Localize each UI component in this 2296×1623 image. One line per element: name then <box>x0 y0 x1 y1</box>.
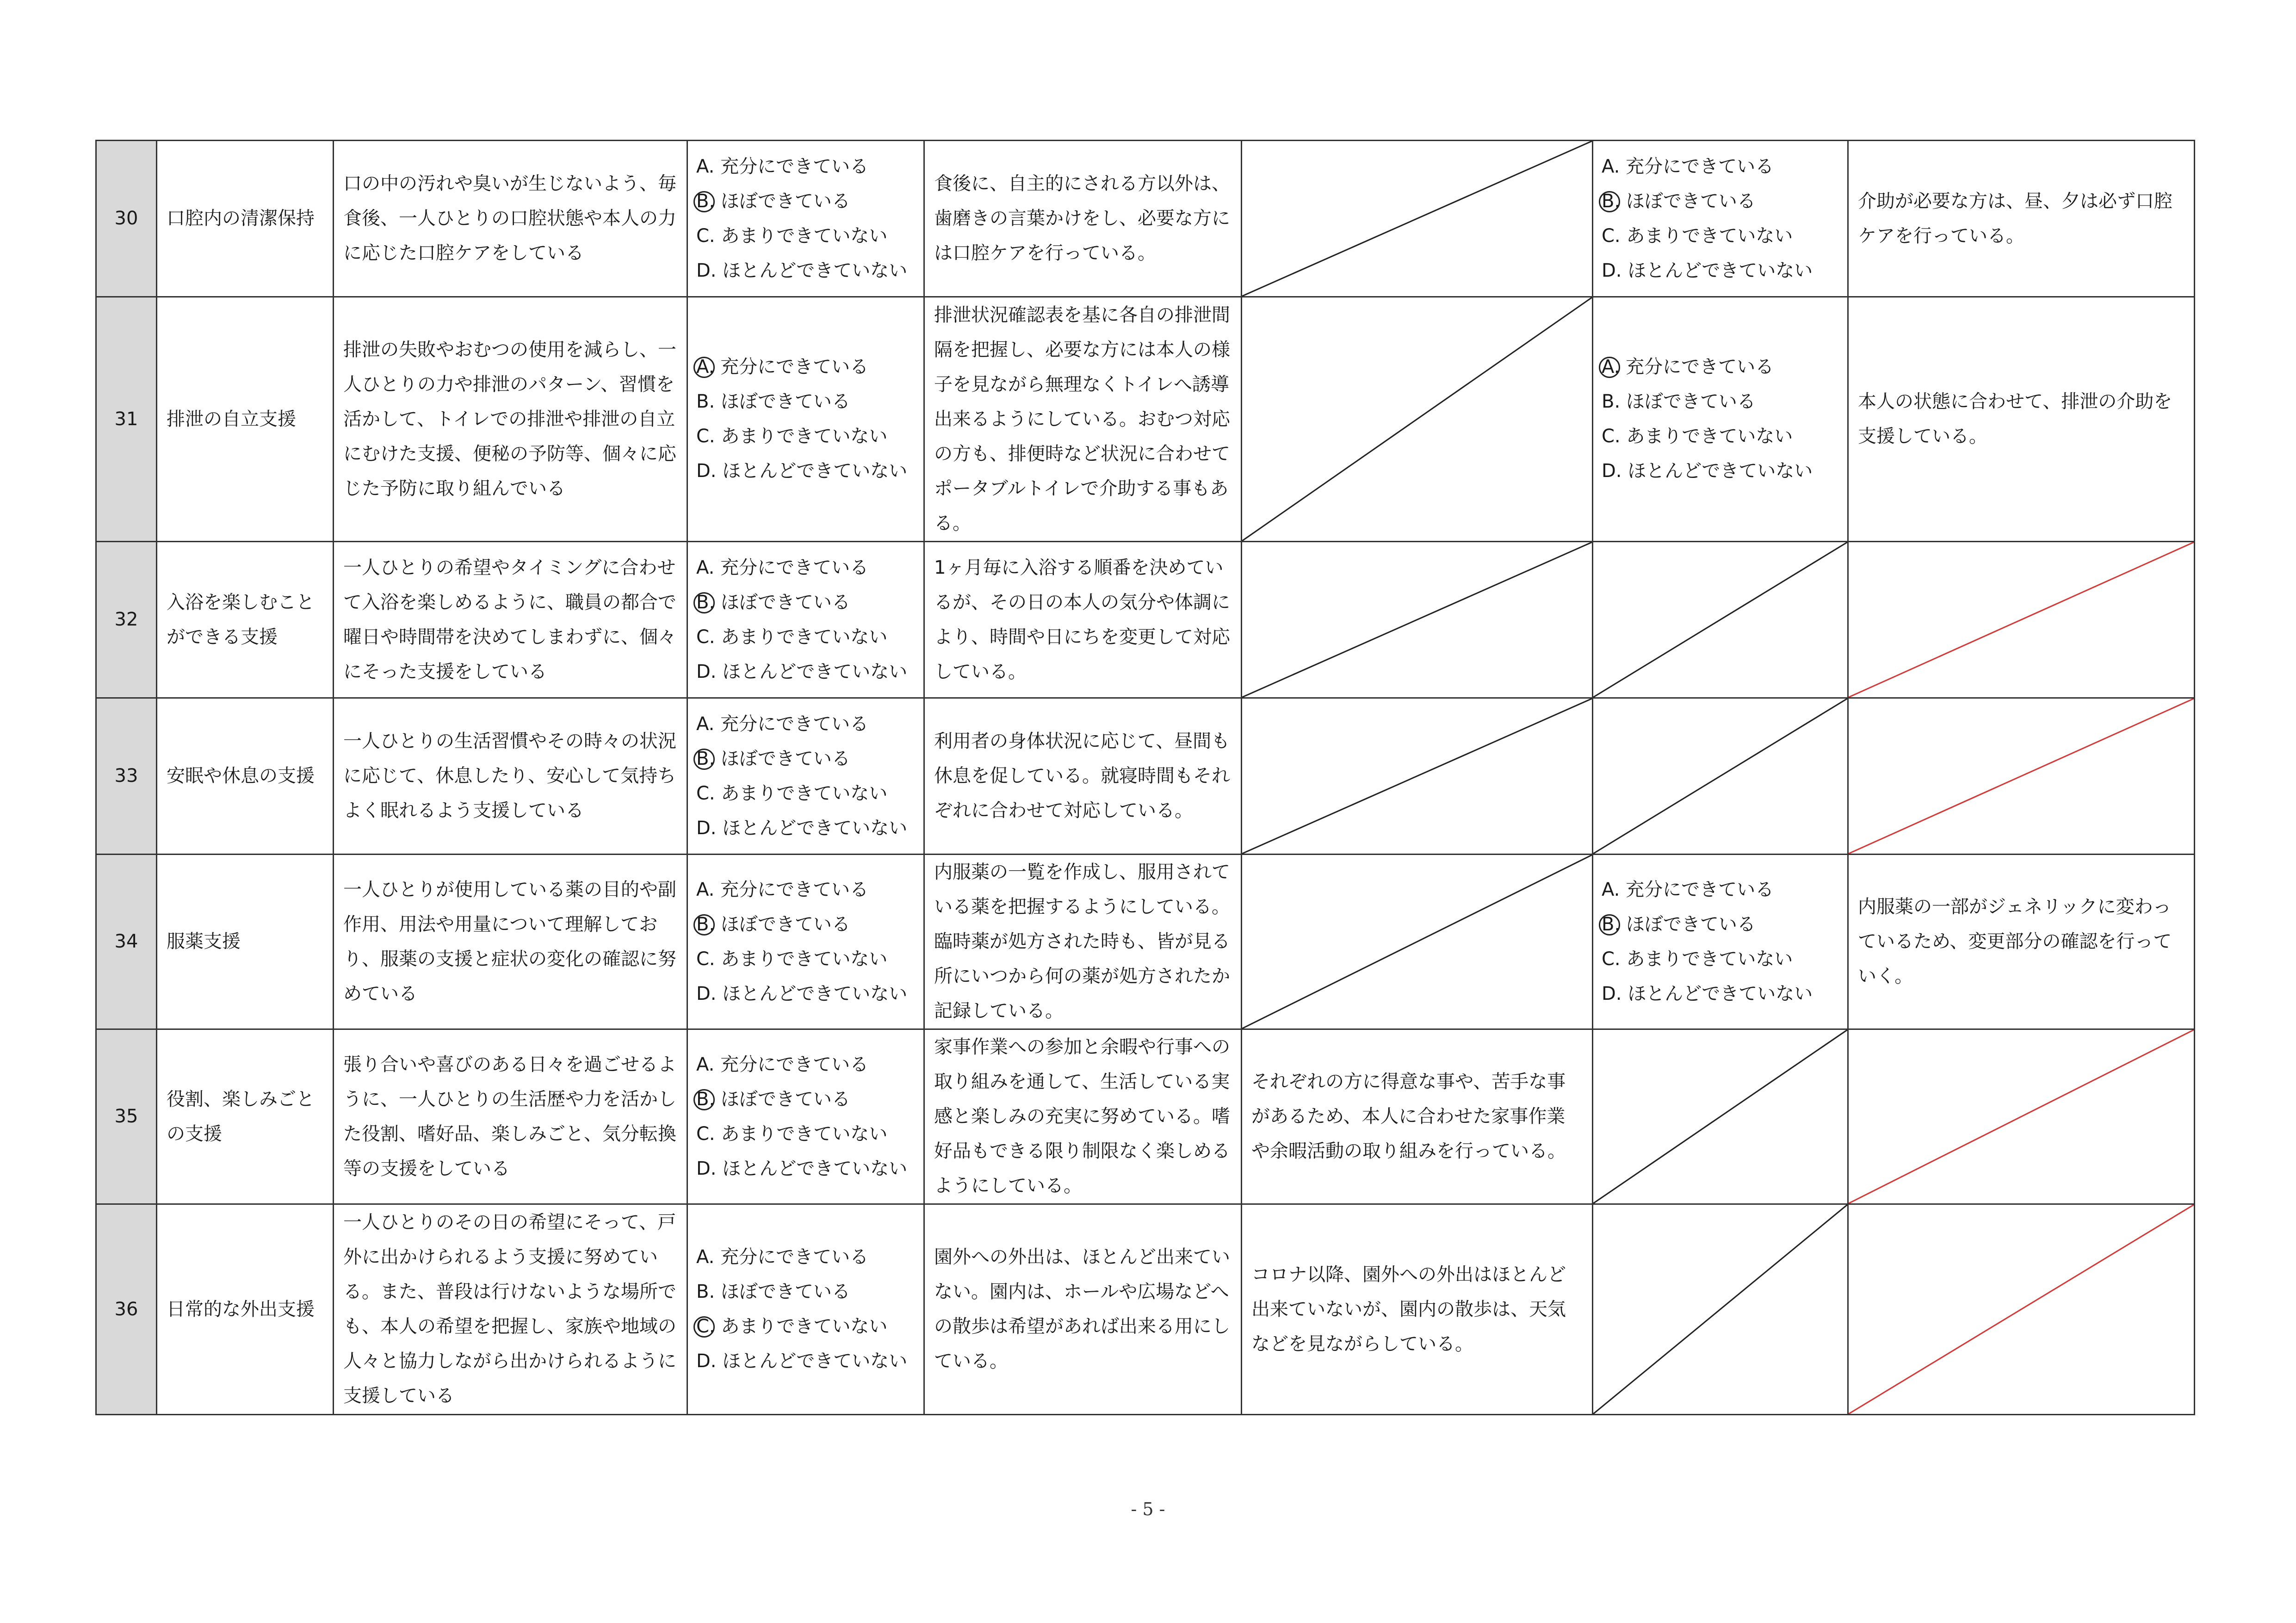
selected-circle-mark <box>693 191 715 212</box>
option-b: B. ほぼできている <box>696 184 915 219</box>
table-row <box>96 1029 2195 1204</box>
option-d: D. ほとんどできていない <box>1602 260 1813 281</box>
item-description: 一人ひとりが使用している薬の目的や副作用、用法や用量について理解しており、服薬の支援と症状の変化の確認に努めている <box>334 855 687 1029</box>
selected-circle-mark <box>693 357 715 378</box>
option-c: C. あまりできていない <box>696 1123 888 1145</box>
item-title: 日常的な外出支援 <box>157 1204 334 1415</box>
option-d: D. ほとんどできていない <box>696 1350 908 1372</box>
item-number: 36 <box>96 1204 157 1415</box>
item-number: 31 <box>96 297 157 542</box>
option-c: C. あまりできていない <box>696 225 888 247</box>
option-c: C. あまりできていない <box>696 626 888 648</box>
option-a: A. 充分にできている <box>696 879 869 900</box>
option-c: C. あまりできていない <box>1602 426 1793 447</box>
self-eval-note: 家事作業への参加と余暇や行事への取り組みを通して、生活している実感と楽しみの充実に努めている。嗜好品もできる限り制限なく楽しめるようにしている。 <box>924 1029 1242 1204</box>
self-eval-options <box>687 542 924 698</box>
option-d: D. ほとんどできていない <box>1602 983 1813 1004</box>
self-eval-note: 利用者の身体状況に応じて、昼間も休息を促している。就寝時間もそれぞれに合わせて対応している。 <box>924 698 1242 855</box>
self-eval-options <box>687 1029 924 1204</box>
option-a: A. 充分にできている <box>696 1246 869 1268</box>
item-number: 33 <box>96 698 157 855</box>
external-note-empty <box>1242 855 1593 1029</box>
external-comment-empty <box>1848 542 2195 698</box>
table-row <box>96 855 2195 1029</box>
diagonal-slash <box>1593 542 1847 697</box>
diagonal-slash-red <box>1849 699 2194 854</box>
selected-circle-mark <box>693 914 715 935</box>
diagonal-slash-red <box>1849 1030 2194 1203</box>
page-number: - 5 - <box>1131 1499 1165 1519</box>
table-row <box>96 1204 2195 1415</box>
self-eval-note: 園外への外出は、ほとんど出来ていない。園内は、ホールや広場などへの散歩は希望があれば出来る用にしている。 <box>924 1204 1242 1415</box>
option-a: A. 充分にできている <box>696 713 869 735</box>
item-title: 服薬支援 <box>157 855 334 1029</box>
option-b: B. ほぼできている <box>696 1082 915 1117</box>
option-c: C. あまりできていない <box>696 1309 915 1344</box>
item-description: 排泄の失敗やおむつの使用を減らし、一人ひとりの力や排泄のパターン、習慣を活かして、トイレでの排泄や排泄の自立にむけた支援、便秘の予防等、個々に応じた予防に取り組んでいる <box>334 297 687 542</box>
external-eval-options <box>1593 141 1848 297</box>
selected-circle-mark <box>693 1089 715 1110</box>
option-d: D. ほとんどできていない <box>696 1158 908 1179</box>
selected-circle-mark <box>693 749 715 770</box>
diagonal-slash <box>1593 1205 1847 1414</box>
option-c: C. あまりできていない <box>696 782 888 804</box>
item-description: 張り合いや喜びのある日々を過ごせるように、一人ひとりの生活歴や力を活かした役割、嗜好品、楽しみごと、気分転換等の支援をしている <box>334 1029 687 1204</box>
external-comment: 内服薬の一部がジェネリックに変わっているため、変更部分の確認を行っていく。 <box>1848 855 2195 1029</box>
diagonal-slash <box>1242 141 1592 296</box>
external-eval-options <box>1593 297 1848 542</box>
selected-circle-mark <box>693 592 715 613</box>
self-eval-note: 内服薬の一覧を作成し、服用されている薬を把握するようにしている。臨時薬が処方された時も、皆が見る所にいつから何の薬が処方されたか記録している。 <box>924 855 1242 1029</box>
option-a: A. 充分にできている <box>696 557 869 578</box>
option-d: D. ほとんどできていない <box>696 983 908 1004</box>
diagonal-slash <box>1242 297 1592 541</box>
selected-circle-mark <box>693 1316 715 1338</box>
item-number: 30 <box>96 141 157 297</box>
self-eval-note: 1ヶ月毎に入浴する順番を決めているが、その日の本人の気分や体調により、時間や日にちを変更して対応している。 <box>924 542 1242 698</box>
selected-circle-mark <box>1599 191 1620 212</box>
option-a: A. 充分にできている <box>696 155 869 177</box>
self-eval-note: 食後に、自主的にされる方以外は、歯磨きの言葉かけをし、必要な方には口腔ケアを行っている。 <box>924 141 1242 297</box>
option-b: B. ほぼできている <box>696 585 915 620</box>
option-b: B. ほぼできている <box>1602 184 1839 219</box>
option-c: C. あまりできていない <box>1602 225 1793 247</box>
external-eval-empty <box>1593 542 1848 698</box>
item-title: 排泄の自立支援 <box>157 297 334 542</box>
external-note: コロナ以降、園外への外出はほとんど出来ていないが、園内の散歩は、天気などを見ながらしている。 <box>1242 1204 1593 1415</box>
item-description: 一人ひとりのその日の希望にそって、戸外に出かけられるよう支援に努めている。また、普段は行けないような場所でも、本人の希望を把握し、家族や地域の人々と協力しながら出かけられるように支援している <box>334 1204 687 1415</box>
item-title: 安眠や休息の支援 <box>157 698 334 855</box>
option-a: A. 充分にできている <box>696 1053 869 1075</box>
item-title: 役割、楽しみごとの支援 <box>157 1029 334 1204</box>
external-comment: 本人の状態に合わせて、排泄の介助を支援している。 <box>1848 297 2195 542</box>
item-number: 34 <box>96 855 157 1029</box>
item-title: 口腔内の清潔保持 <box>157 141 334 297</box>
external-note: それぞれの方に得意な事や、苦手な事があるため、本人に合わせた家事作業や余暇活動の取り組みを行っている。 <box>1242 1029 1593 1204</box>
external-comment: 介助が必要な方は、昼、夕は必ず口腔ケアを行っている。 <box>1848 141 2195 297</box>
option-d: D. ほとんどできていない <box>696 460 908 482</box>
option-b: B. ほぼできている <box>696 1281 850 1302</box>
external-eval-empty <box>1593 1029 1848 1204</box>
table-row <box>96 542 2195 698</box>
external-note-empty <box>1242 698 1593 855</box>
option-a: A. 充分にできている <box>1602 350 1839 384</box>
item-description: 口の中の汚れや臭いが生じないよう、毎食後、一人ひとりの口腔状態や本人の力に応じた口腔ケアをしている <box>334 141 687 297</box>
external-note-empty <box>1242 141 1593 297</box>
item-number: 35 <box>96 1029 157 1204</box>
external-eval-empty <box>1593 1204 1848 1415</box>
option-d: D. ほとんどできていない <box>1602 460 1813 482</box>
self-eval-options <box>687 1204 924 1415</box>
option-d: D. ほとんどできていない <box>696 260 908 281</box>
item-description: 一人ひとりの生活習慣やその時々の状況に応じて、休息したり、安心して気持ちよく眠れるよう支援している <box>334 698 687 855</box>
option-a: A. 充分にできている <box>1602 879 1774 900</box>
option-c: C. あまりできていない <box>696 948 888 970</box>
option-c: C. あまりできていない <box>696 426 888 447</box>
option-d: D. ほとんどできていない <box>696 817 908 839</box>
diagonal-slash <box>1242 699 1592 854</box>
option-b: B. ほぼできている <box>696 742 915 776</box>
diagonal-slash <box>1593 1030 1847 1203</box>
option-b: B. ほぼできている <box>696 907 915 942</box>
external-eval-options <box>1593 855 1848 1029</box>
self-eval-note: 排泄状況確認表を基に各自の排泄間隔を把握し、必要な方には本人の様子を見ながら無理なくトイレへ誘導出来るようにしている。おむつ対応の方も、排便時など状況に合わせてポータブルトイレで介助する事もある。 <box>924 297 1242 542</box>
option-b: B. ほぼできている <box>1602 907 1839 942</box>
diagonal-slash <box>1242 542 1592 697</box>
external-comment-empty <box>1848 1204 2195 1415</box>
evaluation-table <box>95 140 2195 1415</box>
external-eval-empty <box>1593 698 1848 855</box>
selected-circle-mark <box>1599 357 1620 378</box>
option-c: C. あまりできていない <box>1602 948 1793 970</box>
selected-circle-mark <box>1599 914 1620 935</box>
self-eval-options <box>687 297 924 542</box>
table-row <box>96 297 2195 542</box>
table-row <box>96 141 2195 297</box>
diagonal-slash <box>1242 855 1592 1028</box>
option-d: D. ほとんどできていない <box>696 661 908 682</box>
self-eval-options <box>687 698 924 855</box>
table-row <box>96 698 2195 855</box>
diagonal-slash-red <box>1849 1205 2194 1414</box>
external-note-empty <box>1242 542 1593 698</box>
option-a: A. 充分にできている <box>696 350 915 384</box>
external-comment-empty <box>1848 1029 2195 1204</box>
option-a: A. 充分にできている <box>1602 155 1774 177</box>
diagonal-slash-red <box>1849 542 2194 697</box>
option-b: B. ほぼできている <box>1602 391 1756 412</box>
item-description: 一人ひとりの希望やタイミングに合わせて入浴を楽しめるように、職員の都合で曜日や時間帯を決めてしまわずに、個々にそった支援をしている <box>334 542 687 698</box>
self-eval-options <box>687 141 924 297</box>
self-eval-options <box>687 855 924 1029</box>
option-b: B. ほぼできている <box>696 391 850 412</box>
external-comment-empty <box>1848 698 2195 855</box>
item-number: 32 <box>96 542 157 698</box>
external-note-empty <box>1242 297 1593 542</box>
item-title: 入浴を楽しむことができる支援 <box>157 542 334 698</box>
diagonal-slash <box>1593 699 1847 854</box>
